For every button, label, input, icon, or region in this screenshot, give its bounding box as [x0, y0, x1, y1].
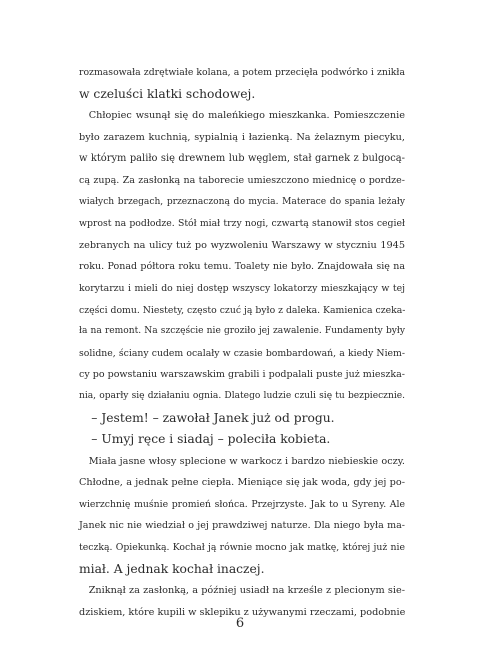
- text-line: nia, oparły się działaniu ognia. Dlatego ludzie czuli się tu bezpiecznie.: [79, 390, 405, 401]
- text-line: Zniknął za zasłonką, a później usiadł na krześle z plecionym sie-: [79, 585, 405, 597]
- text-line: wierzchnię muśnie promień słońca. Przejrzyste. Jak to u Syreny. Ale: [79, 498, 405, 510]
- text-line: rozmasowała zdrętwiałe kolana, a potem przecięła podwórko i znikła: [79, 67, 405, 78]
- text-line: Chłopiec wsunął się do maleńkiego mieszkanka. Pomieszczenie: [79, 110, 405, 122]
- text-line: ła na remont. Na szczęście nie groziło jej zawalenie. Fundamenty były: [79, 326, 405, 337]
- text-line: wprost na podłodze. Stół miał trzy nogi, czwartą stanowił stos cegieł: [79, 218, 405, 230]
- text-line: dziskiem, które kupili w sklepiku z używanymi rzeczami, podobnie: [79, 606, 406, 618]
- text-line: solidne, ściany cudem ocalały w czasie bombardowań, a kiedy Niem-: [79, 347, 405, 359]
- text-line: cy po powstaniu warszawskim grabili i podpalali puste już mieszka-: [79, 369, 405, 381]
- page-number: 6: [235, 616, 245, 631]
- page-body-text: [79, 62, 405, 623]
- text-line: wiałych brzegach, przeznaczoną do mycia. Materace do spania leżały: [79, 196, 405, 207]
- text-line: zebranych na ulicy tuż po wyzwoleniu Warszawy w styczniu 1945: [79, 239, 405, 251]
- text-line: – Jestem! – zawołał Janek już od progu.: [79, 410, 335, 425]
- text-line: miał. A jednak kochał inaczej.: [79, 561, 265, 576]
- text-line: cą zupą. Za zasłonką na taborecie umieszczono miednicę o pordze-: [79, 174, 405, 186]
- text-line: teczką. Opiekunką. Kochał ją równie mocno jak matkę, której już nie: [79, 542, 405, 554]
- text-line: Chłodne, a jednak pełne ciepła. Mieniące się jak woda, gdy jej po-: [79, 477, 405, 489]
- text-line: korytarzu i mieli do niej dostęp wszyscy lokatorzy mieszkający w tej: [79, 282, 405, 294]
- text-line: – Umyj ręce i siadaj – poleciła kobieta.: [79, 432, 331, 447]
- text-line: roku. Ponad półtora roku temu. Toalety nie było. Znajdowała się na: [79, 261, 405, 273]
- text-line: było zarazem kuchnią, sypialnią i łazienką. Na żelaznym piecyku,: [79, 131, 405, 143]
- text-line: Janek nic nie wiedział o jej prawdziwej naturze. Dla niego była ma-: [79, 520, 405, 532]
- text-line: w czeluści klatki schodowej.: [79, 86, 256, 101]
- text-line: Miała jasne włosy splecione w warkocz i bardzo niebieskie oczy.: [79, 455, 405, 467]
- text-line: części domu. Niestety, często czuć ją było z daleka. Kamienica czeka-: [79, 304, 406, 316]
- text-line: w którym paliło się drewnem lub węglem, stał garnek z bulgocą-: [79, 153, 405, 165]
